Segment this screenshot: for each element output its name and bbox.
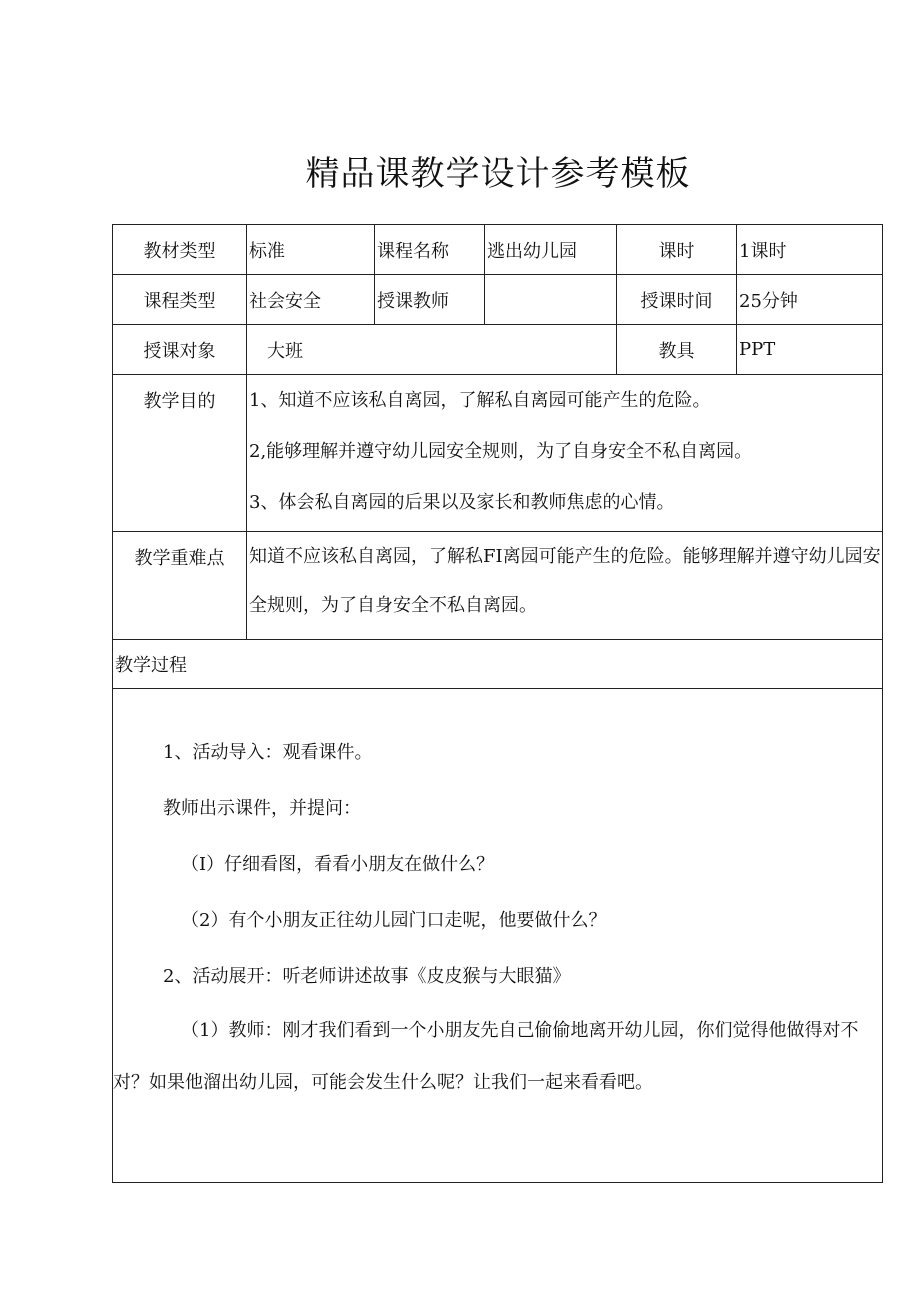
process-question-2: （2）有个小朋友正往幼儿园门口走呢，他要做什么？ [181, 910, 607, 931]
process-question-1: （I）仔细看图，看看小朋友在做什么？ [181, 854, 495, 875]
goal-item: 1、知道不应该私自离园，了解私自离园可能产生的危险。 [249, 390, 711, 411]
table-row [113, 640, 883, 689]
table-row [113, 689, 883, 1183]
course-type-label: 课程类型 [113, 275, 247, 325]
duration-label: 授课时间 [617, 275, 737, 325]
material-type-label: 教材类型 [113, 225, 247, 275]
duration-value: 25分钟 [737, 275, 883, 325]
teacher-value [485, 275, 617, 325]
course-name-label: 课程名称 [375, 225, 485, 275]
process-step-2: 2、活动展开：听老师讲述故事《皮皮猴与大眼猫》 [163, 966, 571, 987]
process-label: 教学过程 [113, 640, 883, 689]
table-row [113, 325, 883, 375]
period-value: 1课时 [737, 225, 883, 275]
course-name-value: 逃出幼儿园 [485, 225, 617, 275]
course-type-value: 社会安全 [247, 275, 375, 325]
table-row [113, 225, 883, 275]
table-row [113, 375, 883, 532]
audience-label: 授课对象 [113, 325, 247, 375]
process-intro: 教师出示课件，并提问： [163, 798, 361, 819]
goal-item: 3、体会私自离园的后果以及家长和教师焦虑的心情。 [249, 492, 675, 513]
goals-cell [247, 375, 883, 532]
key-points-label: 教学重难点 [113, 532, 247, 640]
material-type-value: 标准 [247, 225, 375, 275]
goal-item: 2,能够理解并遵守幼儿园安全规则，为了自身安全不私自离园。 [249, 441, 753, 462]
tools-value: PPT [737, 325, 883, 375]
table-row [113, 532, 883, 640]
table-row [113, 275, 883, 325]
goals-label: 教学目的 [113, 375, 247, 532]
audience-value: 大班 [247, 325, 617, 375]
process-teacher-paragraph: （1）教师：刚才我们看到一个小朋友先自己偷偷地离开幼儿园，你们觉得他做得对不对？如果他溜出幼儿园，可能会发生什么呢？让我们一起来看看吧。 [113, 1020, 859, 1093]
teacher-label: 授课教师 [375, 275, 485, 325]
lesson-plan-table [112, 224, 883, 1183]
period-label: 课时 [617, 225, 737, 275]
process-body [113, 689, 883, 1183]
key-points-text: 知道不应该私自离园，了解私FI离园可能产生的危险。能够理解并遵守幼儿园安全规则，为了自身安全不私自离园。 [247, 532, 883, 640]
process-step-1: 1、活动导入：观看课件。 [163, 742, 373, 763]
page-title: 精品课教学设计参考模板 [305, 154, 691, 194]
tools-label: 教具 [617, 325, 737, 375]
